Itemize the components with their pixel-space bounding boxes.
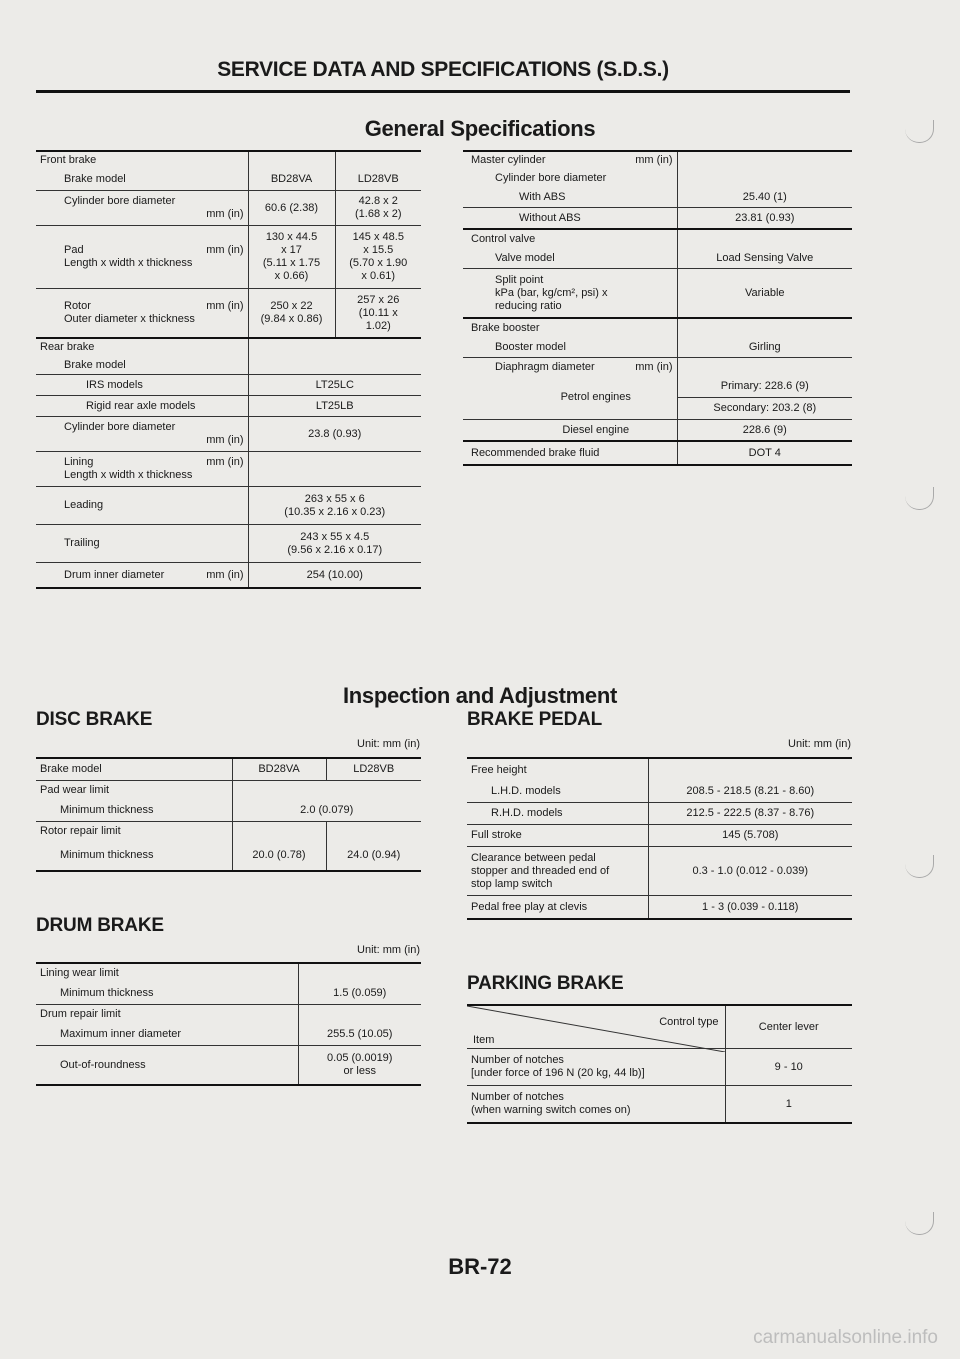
pad-ld-3: (5.70 x 1.90 <box>349 257 408 269</box>
out-of-roundness-label: Out-of-roundness <box>36 1046 298 1086</box>
out-of-roundness-value-1: 0.05 (0.0019) <box>327 1052 393 1064</box>
lining-sub-label: Length x width x thickness <box>64 469 193 481</box>
lhd-value: 208.5 - 218.5 (8.21 - 8.60) <box>648 781 852 803</box>
pad-bd-2: x 17 <box>281 244 302 256</box>
lining-min-thickness-value: 1.5 (0.059) <box>298 982 421 1005</box>
disc-bd28va: BD28VA <box>232 758 326 781</box>
page-number: BR-72 <box>448 1254 512 1279</box>
rotor-min-thickness-label: Minimum thickness <box>36 840 232 871</box>
max-inner-value: 255.5 (10.05) <box>298 1023 421 1046</box>
secondary-value: Secondary: 203.2 (8) <box>713 402 817 414</box>
rhd-value: 212.5 - 222.5 (8.37 - 8.76) <box>648 803 852 825</box>
split-point-3: reducing ratio <box>495 299 562 312</box>
rotor-repair-label: Rotor repair limit <box>40 824 121 837</box>
pad-ld-2: x 15.5 <box>363 244 394 256</box>
brake-fluid-value: DOT 4 <box>677 441 852 465</box>
drum-brake-table <box>36 962 421 1086</box>
rear-cylinder-value: 23.8 (0.93) <box>248 417 421 452</box>
front-cylinder-unit: mm (in) <box>206 208 244 220</box>
watermark: carmanualsonline.info <box>753 1327 938 1348</box>
rotor-bd-2: (9.84 x 0.86) <box>260 313 323 325</box>
rigid-models-label: Rigid rear axle models <box>36 396 248 417</box>
master-cylinder-unit: mm (in) <box>635 154 673 166</box>
drum-inner-label: Drum inner diameter <box>64 568 165 581</box>
front-cylinder-bd: 60.6 (2.38) <box>248 191 335 226</box>
front-cylinder-label: Cylinder bore diameter <box>64 195 176 207</box>
general-specifications-title: General Specifications <box>364 116 596 141</box>
pad-sub-label: Length x width x thickness <box>64 257 193 269</box>
parking-brake-table <box>467 1004 852 1124</box>
rear-brake-label: Rear brake <box>40 341 95 353</box>
clearance-value: 0.3 - 1.0 (0.012 - 0.039) <box>648 847 852 896</box>
pad-min-thickness-value: 2.0 (0.079) <box>232 799 421 822</box>
front-cylinder-ld-1: 42.8 x 2 <box>358 195 398 207</box>
irs-value: LT25LC <box>248 375 421 396</box>
notches-2b: (when warning switch comes on) <box>471 1104 631 1116</box>
free-height-label: Free height <box>467 758 648 781</box>
control-type-label: Control type <box>659 1016 719 1028</box>
booster-model-value: Girling <box>677 337 852 358</box>
drum-repair-label: Drum repair limit <box>40 1007 121 1020</box>
split-point-1: Split point <box>495 273 544 286</box>
without-abs-value: 23.81 (0.93) <box>677 208 852 230</box>
pad-label: Pad <box>64 244 84 256</box>
free-play-value: 1 - 3 (0.039 - 0.118) <box>648 896 852 920</box>
binder-hole-3 <box>905 855 934 878</box>
brake-pedal-title: BRAKE PEDAL <box>467 709 603 730</box>
trailing-value-1: 243 x 55 x 4.5 <box>300 530 370 543</box>
primary-value: Primary: 228.6 (9) <box>678 376 853 398</box>
lining-label: Lining <box>64 456 94 468</box>
lining-wear-label: Lining wear limit <box>36 963 298 982</box>
brake-fluid-label: Recommended brake fluid <box>463 441 677 465</box>
lining-unit: mm (in) <box>206 456 244 468</box>
disc-ld28vb: LD28VB <box>326 758 421 781</box>
right-cylinder-label: Cylinder bore diameter <box>495 171 607 184</box>
rotor-ld-1: 257 x 26 <box>357 293 400 306</box>
brake-pedal-unit: Unit: mm (in) <box>788 738 851 750</box>
free-play-label: Pedal free play at clevis <box>467 896 648 920</box>
pad-bd-4: x 0.66) <box>274 270 309 282</box>
center-lever-label: Center lever <box>725 1005 852 1049</box>
rotor-unit: mm (in) <box>206 300 244 312</box>
pad-unit: mm (in) <box>206 244 244 256</box>
front-brake-label: Front brake <box>36 151 248 169</box>
diagonal-divider <box>467 1006 725 1052</box>
rhd-label: R.H.D. models <box>467 803 648 825</box>
without-abs-label: Without ABS <box>463 208 677 230</box>
pad-ld-4: x 0.61) <box>361 270 396 282</box>
master-cylinder-label: Master cylinder <box>471 154 546 166</box>
item-label: Item <box>473 1034 495 1046</box>
pad-bd-3: (5.11 x 1.75 <box>262 257 321 269</box>
full-stroke-label: Full stroke <box>467 825 648 847</box>
front-brake-model-label: Brake model <box>36 169 248 191</box>
rear-brake-model-label: Brake model <box>36 356 248 375</box>
header-rule <box>36 90 850 93</box>
pad-ld-1: 145 x 48.5 <box>352 231 404 243</box>
diesel-engine-value: 228.6 (9) <box>677 420 852 442</box>
rotor-ld-3: 1.02) <box>365 319 391 332</box>
leading-value-2: (10.35 x 2.16 x 0.23) <box>284 505 386 518</box>
notches-2-value: 1 <box>725 1086 852 1124</box>
valve-model-label: Valve model <box>463 248 677 269</box>
front-bd28va: BD28VA <box>248 169 335 191</box>
master-cylinder-table <box>463 150 852 466</box>
trailing-value-2: (9.56 x 2.16 x 0.17) <box>287 543 383 556</box>
irs-models-label: IRS models <box>36 375 248 396</box>
front-cylinder-ld-2: (1.68 x 2) <box>355 208 402 220</box>
front-ld28vb: LD28VB <box>335 169 421 191</box>
out-of-roundness-value-2: or less <box>343 1065 376 1077</box>
parking-brake-title: PARKING BRAKE <box>467 973 624 994</box>
disc-brake-table <box>36 757 421 872</box>
disc-brake-unit: Unit: mm (in) <box>357 738 420 750</box>
rotor-bd-1: 250 x 22 <box>270 300 313 312</box>
brake-booster-label: Brake booster <box>471 321 540 334</box>
with-abs-value: 25.40 (1) <box>677 187 852 208</box>
diaphragm-label: Diaphragm diameter <box>495 360 595 373</box>
drum-brake-title: DRUM BRAKE <box>36 915 164 936</box>
control-valve-label: Control valve <box>471 232 536 245</box>
rear-cylinder-unit: mm (in) <box>206 434 244 446</box>
with-abs-label: With ABS <box>463 187 677 208</box>
clearance-2: stopper and threaded end of <box>471 864 610 877</box>
booster-model-label: Booster model <box>463 337 677 358</box>
binder-hole-4 <box>905 1212 934 1235</box>
page-header: SERVICE DATA AND SPECIFICATIONS (S.D.S.) <box>217 58 669 81</box>
max-inner-label: Maximum inner diameter <box>36 1023 298 1046</box>
disc-brake-model-label: Brake model <box>36 758 232 781</box>
item-control-type-header <box>467 1006 725 1048</box>
notches-1-value: 9 - 10 <box>725 1049 852 1086</box>
disc-brake-title: DISC BRAKE <box>36 709 153 730</box>
drum-inner-value: 254 (10.00) <box>248 563 421 589</box>
trailing-label: Trailing <box>36 525 248 563</box>
diesel-engine-label: Diesel engine <box>463 420 677 442</box>
drum-inner-unit: mm (in) <box>206 568 244 581</box>
leading-label: Leading <box>36 487 248 525</box>
notches-2a: Number of notches <box>471 1091 564 1103</box>
rotor-ld-value: 24.0 (0.94) <box>326 840 421 871</box>
valve-model-value: Load Sensing Valve <box>677 248 852 269</box>
pad-bd-1: 130 x 44.5 <box>265 231 318 243</box>
rotor-label: Rotor <box>64 300 91 312</box>
rotor-ld-2: (10.11 x <box>358 306 398 319</box>
binder-hole-2 <box>905 487 934 510</box>
leading-value-1: 263 x 55 x 6 <box>304 492 365 505</box>
lhd-label: L.H.D. models <box>467 781 648 803</box>
diaphragm-unit: mm (in) <box>635 360 673 373</box>
lining-min-thickness-label: Minimum thickness <box>36 982 298 1005</box>
clearance-1: Clearance between pedal <box>471 851 596 864</box>
split-point-2: kPa (bar, kg/cm², psi) x <box>495 286 608 299</box>
notches-1a: Number of notches <box>471 1054 564 1066</box>
inspection-title: Inspection and Adjustment <box>342 683 618 708</box>
rotor-bd-value: 20.0 (0.78) <box>232 840 326 871</box>
rotor-sub-label: Outer diameter x thickness <box>64 313 195 325</box>
notches-1b: [under force of 196 N (20 kg, 44 lb)] <box>471 1067 645 1079</box>
pad-wear-label: Pad wear limit <box>40 783 110 796</box>
front-rear-brake-table <box>36 150 421 589</box>
petrol-engines-label: Petrol engines <box>463 376 677 420</box>
pad-min-thickness-label: Minimum thickness <box>36 799 232 822</box>
rear-cylinder-label: Cylinder bore diameter <box>64 421 176 433</box>
full-stroke-value: 145 (5.708) <box>648 825 852 847</box>
rigid-value: LT25LB <box>248 396 421 417</box>
brake-pedal-table <box>467 757 852 920</box>
clearance-3: stop lamp switch <box>471 877 553 890</box>
split-point-value: Variable <box>677 269 852 319</box>
drum-brake-unit: Unit: mm (in) <box>357 944 420 956</box>
